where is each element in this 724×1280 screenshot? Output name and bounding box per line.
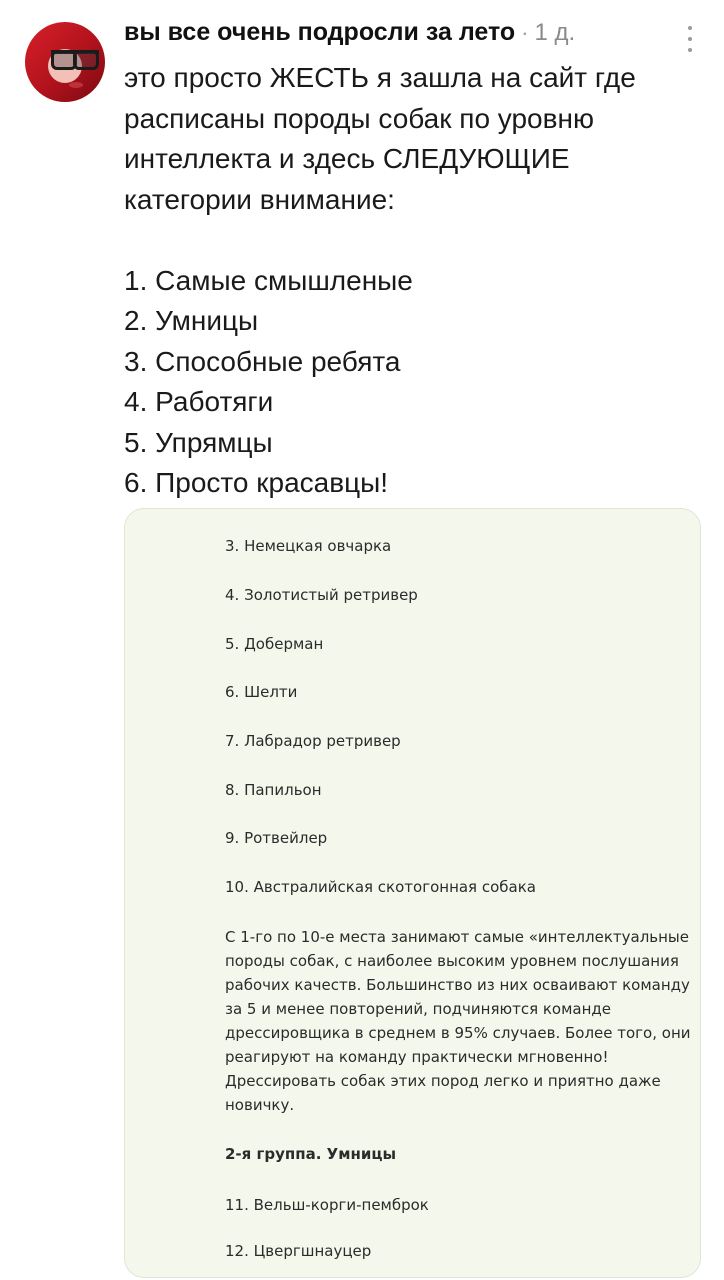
glasses-shape [51, 50, 99, 68]
lips-shape [69, 82, 83, 88]
more-options-icon[interactable] [686, 26, 694, 52]
timestamp: 1 д. [534, 19, 576, 46]
separator-dot: · [521, 20, 529, 45]
comment-header [124, 18, 694, 54]
list-item: 9. Ротвейлер [225, 829, 328, 847]
list-item: 6. Шелти [225, 683, 298, 701]
list-item: 8. Папильон [225, 781, 322, 799]
avatar[interactable] [25, 22, 105, 102]
list-item: 4. Золотистый ретривер [225, 586, 418, 604]
list-item: 3. Немецкая овчарка [225, 537, 392, 555]
list-item: 11. Вельш-корги-пемброк [225, 1196, 429, 1214]
list-item: 7. Лабрадор ретривер [225, 732, 401, 750]
list-item: 12. Цвергшнауцер [225, 1242, 372, 1260]
list-item: 5. Доберман [225, 635, 324, 653]
attached-image[interactable] [124, 508, 701, 1278]
comment-text: это просто ЖЕСТЬ я зашла на сайт где расписаны породы собак по уровню интеллекта и здесь СЛЕДУЮЩИЕ категории внимание: 1. Самые смышленые 2. Умницы 3. Способные ребята 4. Работяги 5. Упрямцы 6. Просто красавцы! [124, 62, 636, 498]
username[interactable]: вы все очень подросли за лето [124, 18, 516, 46]
list-item: 10. Австралийская скотогонная собака [225, 878, 536, 896]
description-paragraph: С 1-го по 10-е места занимают самые «интеллектуальные породы собак, с наиболее высоким уровнем послушания рабочих качеств. Большинство из них осваивают команду за 5 и менее повторений, подчиняются команде дрессировщика в среднем в 95% случаев. Более того, они реагируют на команду практически мгновенно! Дрессировать собак этих пород легко и приятно даже новичку. [225, 928, 691, 1114]
group-heading: 2-я группа. Умницы [225, 1145, 397, 1163]
